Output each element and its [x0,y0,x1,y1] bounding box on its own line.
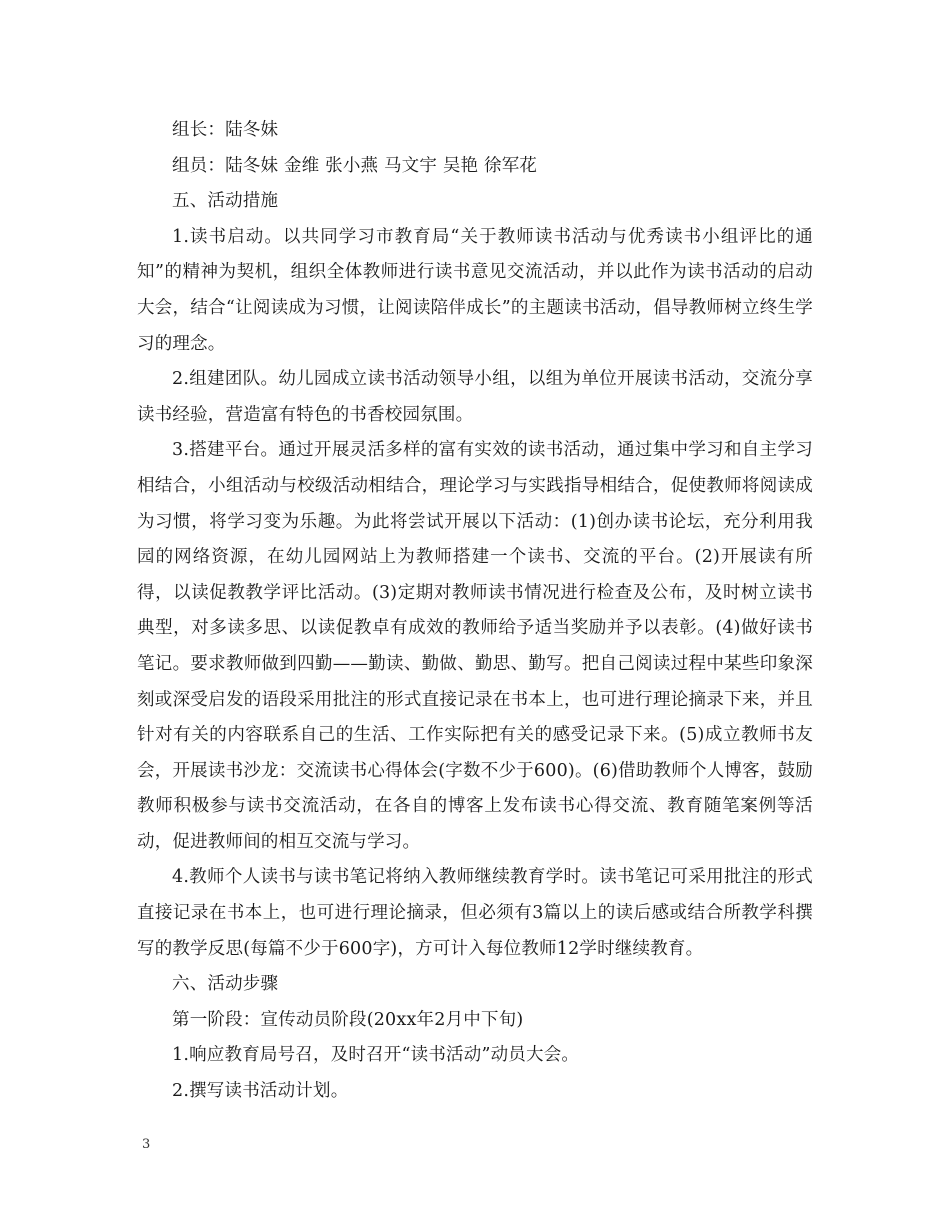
measure-paragraph-4: 4.教师个人读书与读书笔记将纳入教师继续教育学时。读书笔记可采用批注的形式直接记录在书本上，也可进行理论摘录，但必须有3篇以上的读后感或结合所教学科撰写的教学反思(每篇不少于600字)，方可计入每位教师12学时继续教育。 [137,867,813,959]
step-item-1: 1.响应教育局号召，及时召开“读书活动”动员大会。 [172,1045,580,1066]
page-number: 3 [142,1137,151,1152]
group-leader-line: 组长：陆冬妹 [172,120,279,140]
section-heading-measures: 五、活动措施 [172,191,279,212]
measure-paragraph-3: 3.搭建平台。通过开展灵活多样的富有实效的读书活动，通过集中学习和自主学习相结合，小组活动与校级活动相结合，理论学习与实践指导相结合，促使教师将阅读成为习惯，将学习变为乐趣。为此将尝试开展以下活动：(1)创办读书论坛，充分利用我园的网络资源，在幼儿园网站上为教师搭建一个读书、交流的平台。(2)开展读有所得，以读促教教学评比活动。(3)定期对教师读书情况进行检查及公布，及时树立读书典型，对多读多思、以读促教卓有成效的教师给予适当奖励并予以表彰。(4)做好读书笔记。要求教师做到四勤——勤读、勤做、勤思、勤写。把自己阅读过程中某些印象深刻或深受启发的语段采用批注的形式直接记录在书本上，也可进行理论摘录下来，并且针对有关的内容联系自己的生活、工作实际把有关的感受记录下来。(5)成立教师书友会，开展读书沙龙：交流读书心得体会(字数不少于600)。(6)借助教师个人博客，鼓励教师积极参与读书交流活动，在各自的博客上发布读书心得交流、教育随笔案例等活动，促进教师间的相互交流与学习。 [137,440,813,852]
measure-paragraph-1: 1.读书启动。以共同学习市教育局“关于教师读书活动与优秀读书小组评比的通知”的精神为契机，组织全体教师进行读书意见交流活动，并以此作为读书活动的启动大会，结合“让阅读成为习惯，让阅读陪伴成长”的主题读书活动，倡导教师树立终生学习的理念。 [137,226,813,354]
phase-one-heading: 第一阶段：宣传动员阶段(20xx年2月中下旬) [172,1009,524,1030]
section-heading-steps: 六、活动步骤 [172,974,279,995]
document-body [137,113,813,1110]
measure-paragraph-2: 2.组建团队。幼儿园成立读书活动领导小组，以组为单位开展读书活动，交流分享读书经验，营造富有特色的书香校园氛围。 [137,369,813,425]
group-members-line: 组员：陆冬妹 金维 张小燕 马文宇 吴艳 徐军花 [172,155,538,176]
step-item-2: 2.撰写读书活动计划。 [172,1081,349,1102]
